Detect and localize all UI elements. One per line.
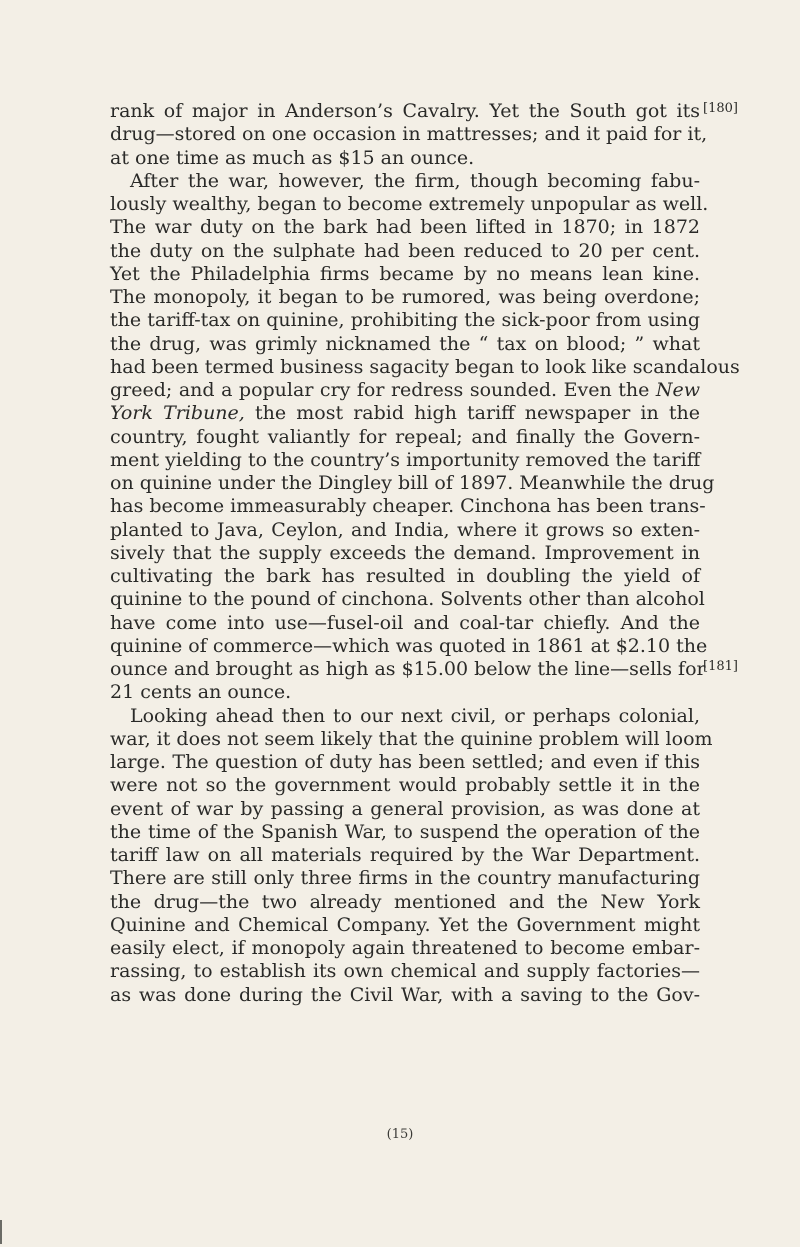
text-line: as was done during the Civil War, with a saving to the Gov-	[110, 983, 700, 1006]
page-edge-mark	[0, 1220, 2, 1244]
text-line: drug—stored on one occasion in mattresses; and it paid for it,	[110, 123, 708, 146]
text-line: has become immeasurably cheaper. Cinchona has been trans-	[110, 495, 706, 518]
text-line: Yet the Philadelphia firms became by no means lean kine.	[110, 262, 700, 285]
text-line: rassing, to establish its own chemical and supply factories—	[110, 960, 700, 983]
text-line: York Tribune, the most rabid high tariff newspaper in the	[110, 402, 700, 425]
text-line: The monopoly, it began to be rumored, was being overdone;	[110, 286, 700, 308]
text-line: quinine of commerce—which was quoted in 1861 at $2.10 the	[110, 634, 708, 657]
text-line: quinine to the pound of cinchona. Solvents other than alcohol	[110, 588, 705, 611]
text-line: Looking ahead then to our next civil, or perhaps colonial,	[130, 704, 700, 727]
text-line: country, fought valiantly for repeal; and finally the Govern-	[110, 425, 700, 448]
text-line: The war duty on the bark had been lifted in 1870; in 1872	[110, 216, 700, 239]
text-line: After the war, however, the firm, though becoming fabu-	[130, 169, 700, 192]
text-line: war, it does not seem likely that the quinine problem will loom	[110, 727, 713, 750]
text-line: ounce and brought as high as $15.00 below the line—sells for	[110, 658, 706, 680]
text-line: tariff law on all materials required by the War Department.	[110, 844, 700, 866]
text-line: on quinine under the Dingley bill of 1897. Meanwhile the drug	[110, 472, 715, 494]
text-line: the duty on the sulphate had been reduced to 20 per cent.	[110, 239, 700, 262]
margin-page-ref: [180]	[703, 101, 738, 116]
text-line: greed; and a popular cry for redress sounded. Even the New	[110, 379, 700, 401]
text-line: the drug, was grimly nicknamed the “ tax on blood; ” what	[110, 332, 700, 355]
text-line: were not so the government would probably settle it in the	[110, 774, 700, 797]
text-line: at one time as much as $15 an ounce.	[110, 146, 475, 169]
text-line: lously wealthy, began to become extremely unpopular as well.	[110, 193, 709, 215]
text-line: the time of the Spanish War, to suspend the operation of the	[110, 820, 700, 843]
text-line: the tariff-tax on quinine, prohibiting the sick-poor from using	[110, 309, 700, 332]
text-line: have come into use—fusel-oil and coal-tar chiefly. And the	[110, 611, 700, 634]
margin-page-ref: [181]	[703, 659, 738, 674]
text-line: planted to Java, Ceylon, and India, where it grows so exten-	[110, 518, 700, 541]
page-number: (15)	[386, 1127, 414, 1142]
text-line: cultivating the bark has resulted in doubling the yield of	[110, 565, 700, 587]
text-line: sively that the supply exceeds the demand. Improvement in	[110, 541, 700, 564]
text-line: Quinine and Chemical Company. Yet the Government might	[110, 913, 700, 936]
text-line: rank of major in Anderson’s Cavalry. Yet the South got its	[110, 100, 700, 122]
text-line: easily elect, if monopoly again threatened to become embar-	[110, 937, 700, 959]
text-line: event of war by passing a general provision, as was done at	[110, 797, 700, 820]
text-line: 21 cents an ounce.	[110, 681, 292, 704]
text-line: large. The question of duty has been settled; and even if this	[110, 751, 700, 773]
text-line: the drug—the two already mentioned and the New York	[110, 890, 700, 913]
text-line: ment yielding to the country’s importunity removed the tariff	[110, 448, 701, 471]
text-line: had been termed business sagacity began to look like scandalous	[110, 355, 740, 378]
text-line: There are still only three firms in the country manufacturing	[110, 867, 700, 890]
